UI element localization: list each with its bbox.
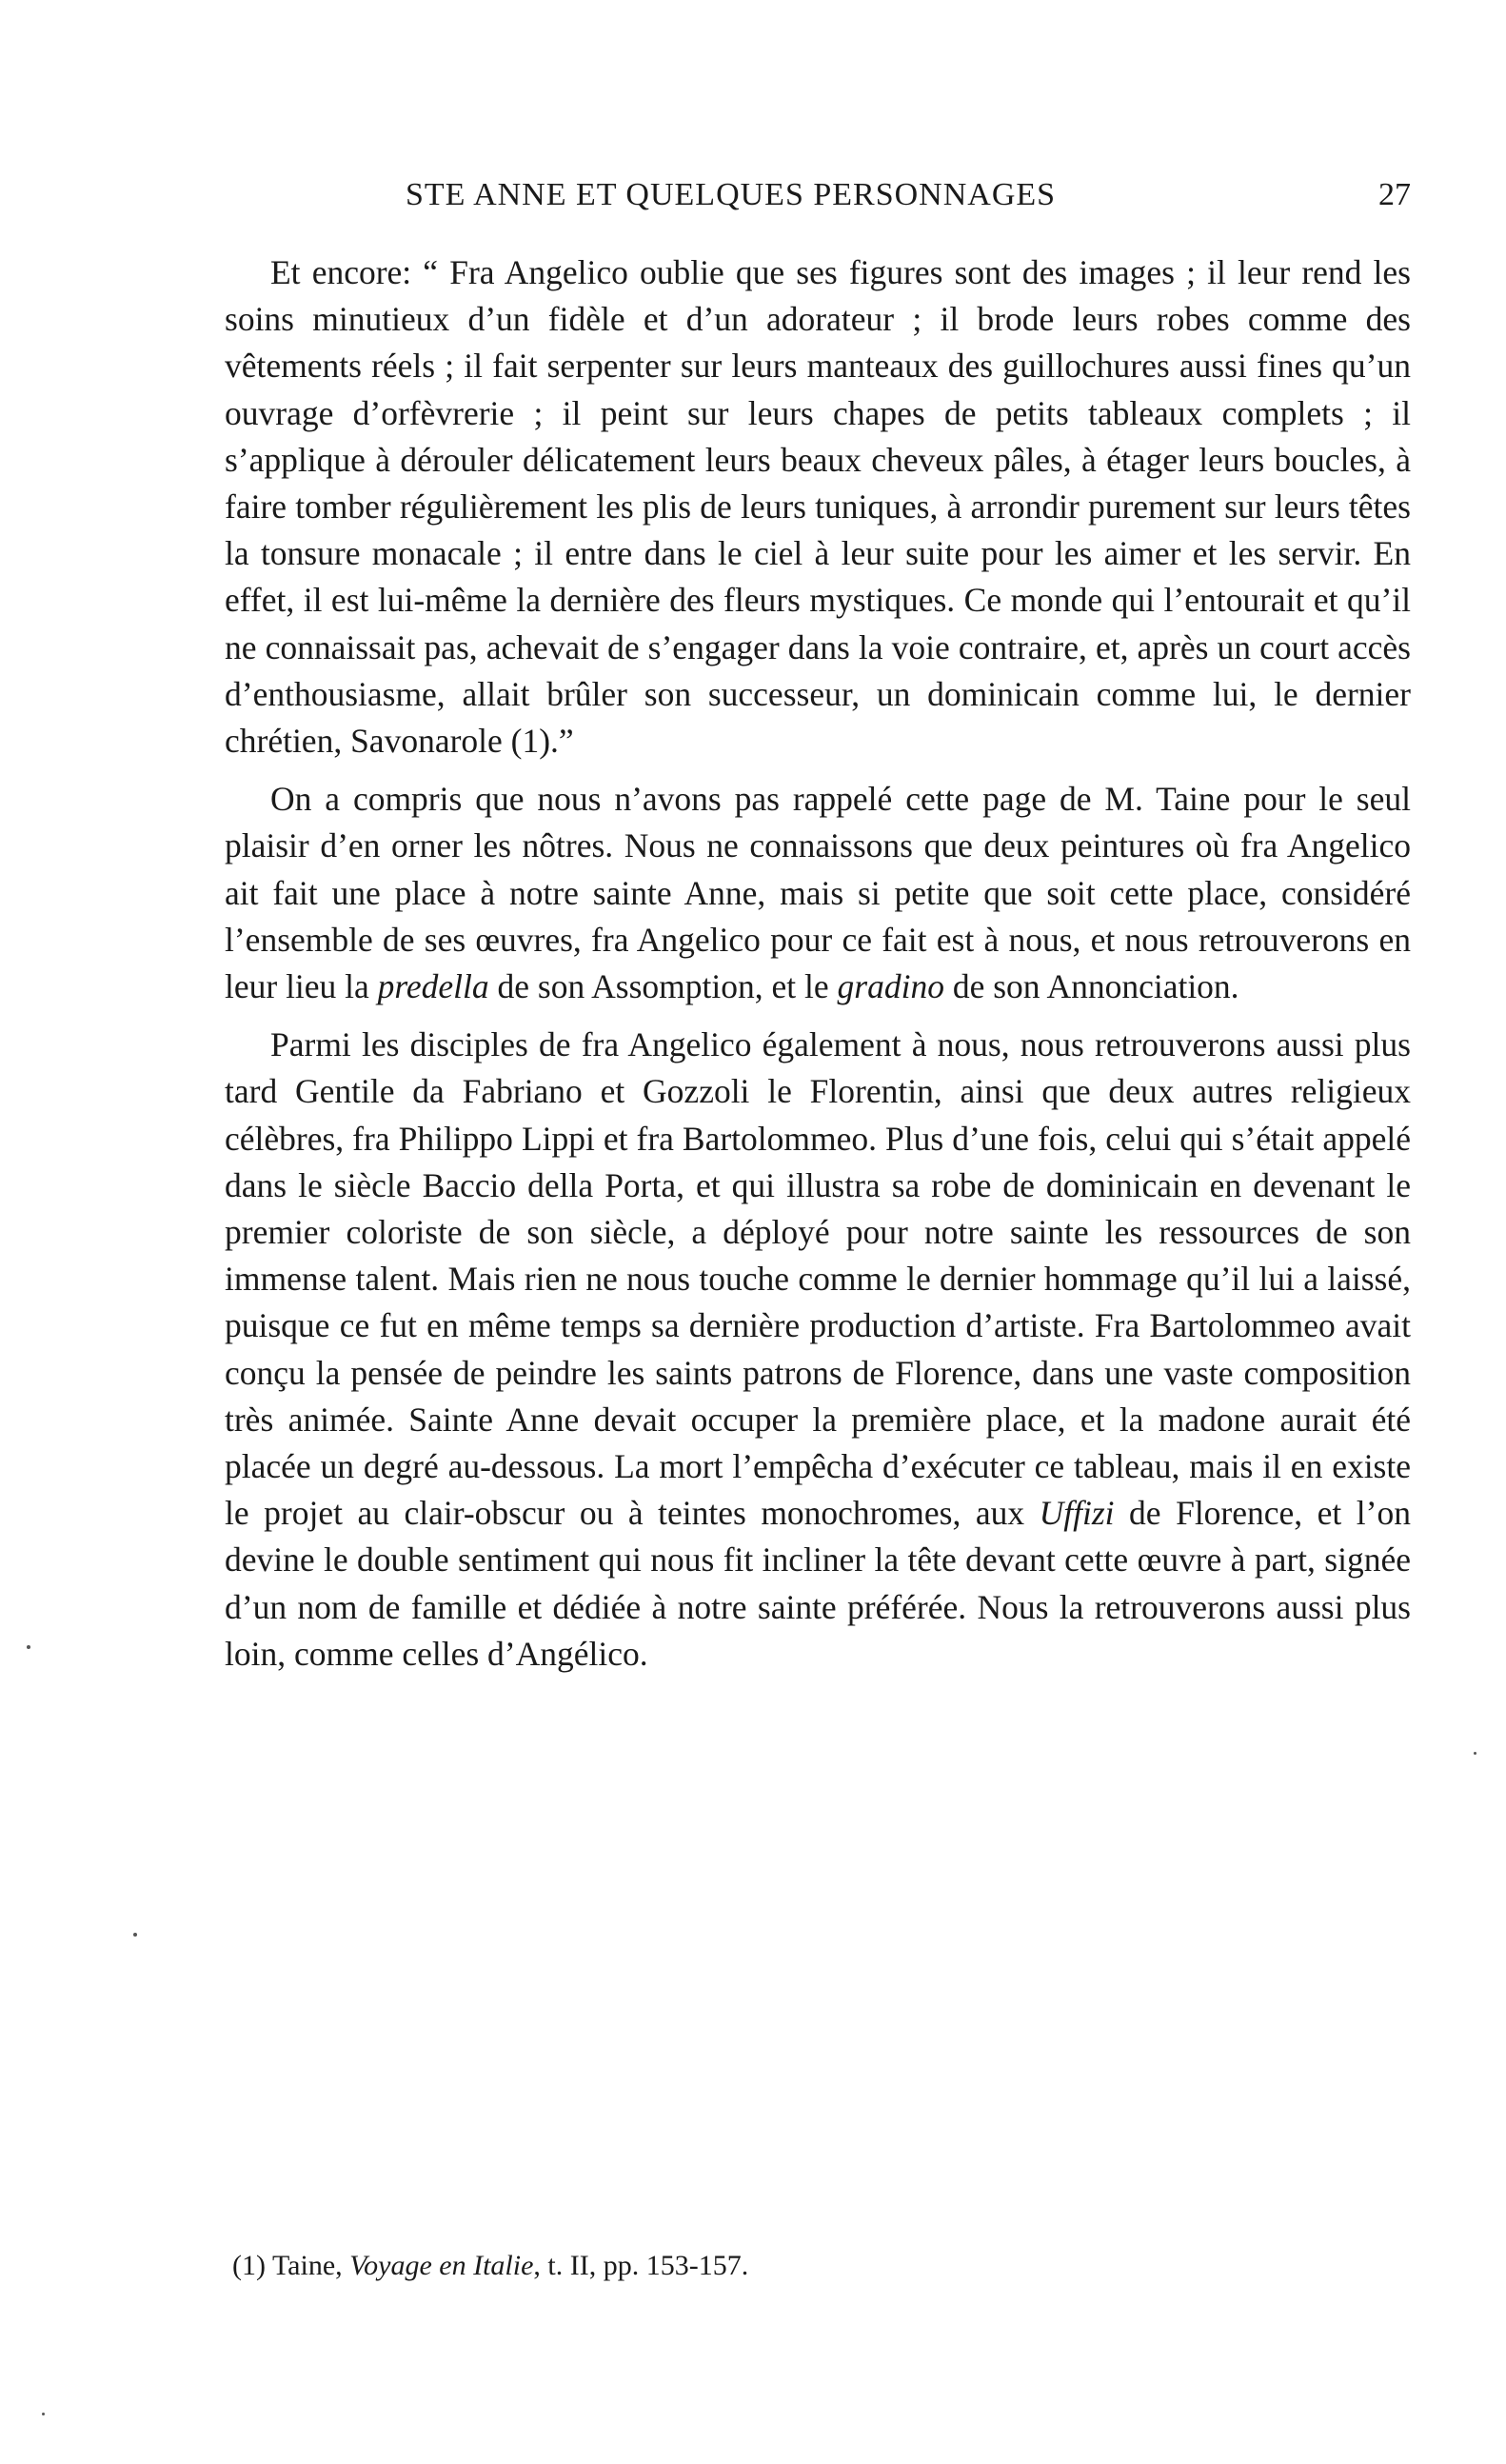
footnote-title: Voyage en Italie [349,2250,534,2281]
scan-speck [27,1645,30,1649]
scan-speck [42,2413,45,2415]
scan-speck [133,1933,137,1937]
paragraph-text: de son Assomption, et le [488,967,838,1006]
paragraph-disciples [225,1022,1411,1678]
paragraph-angelico-works [225,776,1411,1010]
italic-term-predella: predella [377,967,489,1006]
paragraph-taine-quote [225,249,1411,765]
page-number: 27 [1378,177,1411,212]
paragraph-text: de son Annonciation. [943,967,1239,1006]
italic-term-gradino: gradino [837,967,944,1006]
running-title: STE ANNE ET QUELQUES PERSONNAGES [406,177,1057,212]
paragraph-text: On a compris que nous n’avons pas rappelé cette page de M. Taine pour le seul plaisir d’en orner les nôtres. Nous ne connaissons que deux peintures où fra Angelico ait fait une place à notre sainte Anne, mais si petite que soit cette place, considéré l’ensemble de ses œuvres, fra Angelico pour ce fait est à nous, et nous retrouverons en leur lieu la [225,780,1411,1006]
footnote-marker: (1) [232,2250,266,2281]
italic-term-uffizi: Uffizi [1039,1494,1115,1533]
body-text [225,249,1411,1678]
paragraph-text: Parmi les disciples de fra Angelico également à nous, nous retrouverons aussi plus tard Gentile da Fabriano et Gozzoli le Florentin, ainsi que deux autres religieux célèbres, fra Philippo Lippi et fra Bartolommeo. Plus d’une fois, celui qui s’était appelé dans le siècle Baccio della Porta, et qui illustra sa robe de dominicain en devenant le premier coloriste de son siècle, a déployé pour notre sainte les ressources de son immense talent. Mais rien ne nous touche comme le dernier hommage qu’il lui a laissé, puisque ce fut en même temps sa dernière production d’artiste. Fra Bartolommeo avait conçu la pensée de peindre les saints patrons de Florence, dans une vaste composition très animée. Sainte Anne devait occuper la première place, et la madone aurait été placée un degré au-dessous. La mort l’empêcha d’exécuter ce tableau, mais il en existe le projet au clair-obscur ou à teintes monochromes, aux [225,1025,1411,1533]
paragraph-text: Et encore: “ Fra Angelico oublie que ses figures sont des images ; il leur rend les soins minutieux d’un fidèle et d’un adorateur ; il brode leurs robes comme des vêtements réels ; il fait serpenter sur leurs manteaux des guillochures aussi fines qu’un ouvrage d’orfèvrerie ; il peint sur leurs chapes de petits tableaux complets ; il s’applique à dérouler délicatement leurs beaux cheveux pâles, à étager leurs boucles, à faire tomber régulièrement les plis de leurs tuniques, à arrondir purement sur leurs têtes la tonsure monacale ; il entre dans le ciel à leur suite pour les aimer et les servir. En effet, il est lui-même la dernière des fleurs mystiques. Ce monde qui l’entourait et qu’il ne connaissait pas, achevait de s’engager dans la voie contraire, et, après un court accès d’enthousiasme, allait brûler son successeur, un dominicain comme lui, le dernier chrétien, Savonarole (1).” [225,253,1411,761]
footnote-author: Taine, [265,2250,350,2281]
running-head [225,177,1411,225]
scan-speck [1474,1752,1476,1755]
paragraph-text: de Florence, et l’on devine le double sentiment qui nous fit incliner la tête devant cette œuvre à part, signée d’un nom de famille et dédiée à notre sainte préférée. Nous la retrouverons aussi plus loin, comme celles d’Angélico. [225,1494,1411,1673]
footnote-reference: , t. II, pp. 153-157. [533,2250,749,2281]
footnote [225,2247,1411,2285]
